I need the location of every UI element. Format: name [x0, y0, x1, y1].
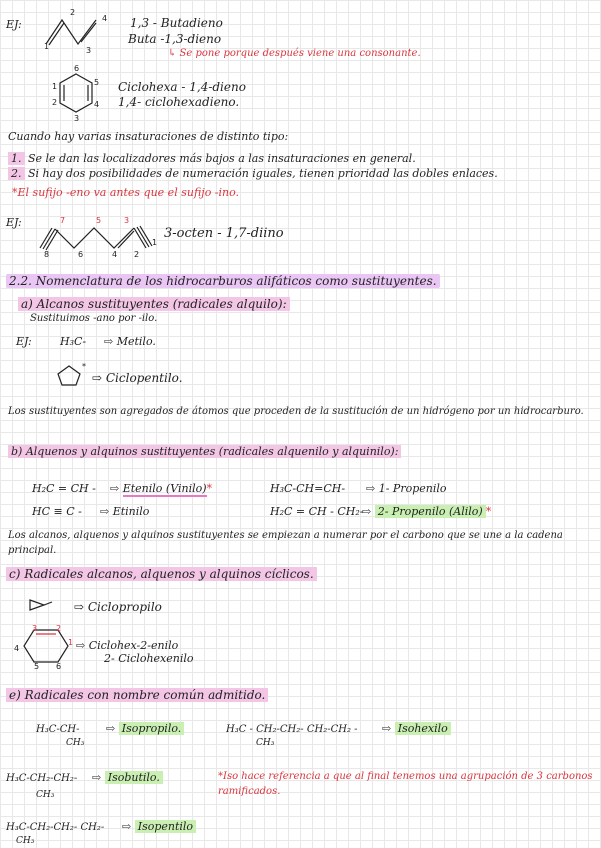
formula: H₃C-CH₂-CH₂- CH₂- — [6, 822, 105, 833]
formula: H₃C-CH₂-CH₂- — [6, 773, 78, 784]
heading-a: a) Alcanos sustituyentes (radicales alquilo): — [18, 297, 290, 311]
atom-number: 1 — [152, 238, 158, 247]
atom-number: 7 — [60, 216, 66, 225]
radical-name: ⇨ Etenilo (Vinilo)* — [110, 482, 213, 495]
atom-number: 4 — [112, 250, 118, 259]
atom-number: 1 — [68, 638, 74, 647]
formula-branch: CH₃ — [16, 836, 35, 846]
formula-branch: CH₃ — [66, 738, 85, 748]
radical-name: ⇨ Ciclohex-2-enilo — [76, 639, 179, 652]
formula: H₂C = CH - — [32, 482, 96, 495]
radical-name: ⇨ Etinilo — [100, 505, 150, 518]
atom-number: 4 — [14, 644, 20, 653]
atom-number: 4 — [102, 14, 108, 23]
butadiene-structure-icon — [44, 14, 104, 50]
ej-label: EJ: — [16, 335, 32, 348]
atom-number: 2 — [52, 98, 58, 107]
atom-number: 1 — [52, 82, 58, 91]
compound-name: 3-octen - 1,7-diino — [164, 226, 284, 241]
radical-name: ⇨ Isobutilo. — [92, 771, 163, 784]
atom-number: 3 — [86, 46, 92, 55]
marker: * — [82, 362, 86, 371]
octenediyne-structure-icon — [38, 222, 160, 252]
radical-name: ⇨ Ciclopentilo. — [92, 371, 183, 385]
cyclohexadiene-ring-icon — [58, 72, 94, 114]
rule-2: 2. Si hay dos posibilidades de numeración iguales, tienen prioridad las dobles enlaces. — [8, 167, 498, 180]
radical-name: ⇨ Isohexilo — [382, 722, 451, 735]
atom-number: 2 — [70, 8, 76, 17]
cyclopentane-ring-icon — [56, 364, 82, 386]
radical-name: 2- Ciclohexenilo — [104, 652, 194, 665]
formula: H₃C- — [60, 335, 87, 348]
formula-branch: CH₃ — [36, 790, 55, 800]
atom-number: 5 — [96, 216, 102, 225]
heading-e: e) Radicales con nombre común admitido. — [6, 688, 268, 702]
rule-1: 1. Se le dan las localizadores más bajos a las insaturaciones en general. — [8, 152, 416, 165]
radical-name: ⇨ Ciclopropilo — [74, 600, 162, 614]
formula: H₃C-CH=CH- — [270, 482, 346, 495]
atom-number: 5 — [34, 662, 40, 671]
compound-name: 1,3 - Butadieno — [130, 16, 223, 30]
radical-name: ⇨ 1- Propenilo — [366, 482, 447, 495]
atom-number: 3 — [74, 114, 80, 123]
ej-label: EJ: — [6, 216, 22, 229]
formula-branch: CH₃ — [256, 738, 275, 748]
heading-c: c) Radicales alcanos, alquenos y alquinos cíclicos. — [6, 567, 317, 581]
ej-label: EJ: — [6, 18, 22, 31]
cyclohexene-ring-icon — [22, 628, 70, 664]
atom-number: 4 — [94, 100, 100, 109]
formula: H₂C = CH - CH₂- — [270, 505, 364, 518]
note: *Iso hace referencia a que al final tenemos una agrupación de 3 carbonos ramificados. — [218, 771, 593, 797]
section-title: 2.2. Nomenclatura de los hidrocarburos alifáticos como sustituyentes. — [6, 274, 440, 288]
formula: HC ≡ C - — [32, 505, 82, 518]
formula: H₃C-CH- — [36, 724, 80, 735]
radical-name: ⇨ Metilo. — [104, 335, 156, 348]
cyclopropane-ring-icon — [28, 598, 54, 612]
atom-number: 6 — [74, 64, 80, 73]
formula: H₃C - CH₂-CH₂- CH₂-CH₂ - — [226, 724, 358, 735]
atom-number: 3 — [124, 216, 130, 225]
heading-b: b) Alquenos y alquinos sustituyentes (radicales alquenilo y alquinilo): — [8, 445, 401, 458]
atom-number: 6 — [78, 250, 84, 259]
atom-number: 1 — [44, 42, 50, 51]
compound-name: Ciclohexa - 1,4-dieno — [118, 80, 246, 94]
atom-number: 2 — [56, 624, 62, 633]
atom-number: 5 — [94, 78, 100, 87]
atom-number: 3 — [32, 624, 38, 633]
radical-name: ⇨ 2- Propenilo (Alilo) * — [362, 505, 492, 518]
rule-intro: Cuando hay varias insaturaciones de distinto tipo: — [8, 130, 289, 143]
atom-number: 8 — [44, 250, 50, 259]
note: ↳ Se pone porque después viene una consonante. — [168, 48, 421, 59]
atom-number: 2 — [134, 250, 140, 259]
subtext: Sustituimos -ano por -ilo. — [30, 313, 158, 324]
rule-3: *El sufijo -eno va antes que el sufijo -ino. — [12, 186, 240, 199]
paragraph: Los sustituyentes son agregados de átomos que proceden de la sustitución de un hidrógeno por un hidrocarburo. — [8, 406, 584, 417]
radical-name: ⇨ Isopropilo. — [106, 722, 184, 735]
compound-name: 1,4- ciclohexadieno. — [118, 95, 240, 109]
atom-number: 6 — [56, 662, 62, 671]
compound-name: Buta -1,3-dieno — [128, 32, 222, 46]
paragraph: Los alcanos, alquenos y alquinos sustituyentes se empiezan a numerar por el carbono que se une a la cadena principal. — [8, 530, 563, 556]
radical-name: ⇨ Isopentilo — [122, 820, 196, 833]
